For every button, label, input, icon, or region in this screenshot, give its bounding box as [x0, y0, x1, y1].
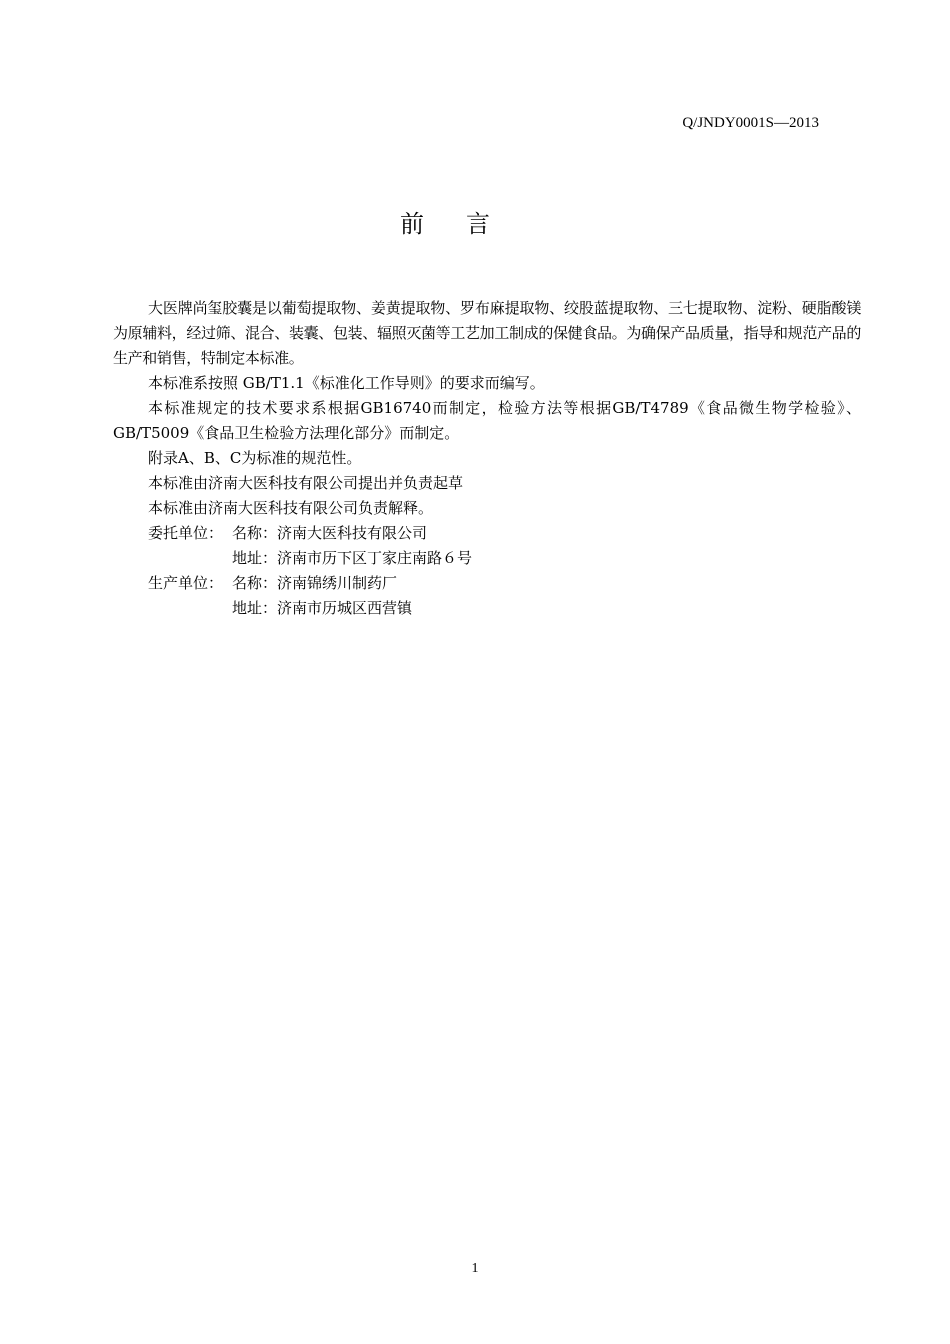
paragraph-appendix-note: 附录A、B、C为标准的规范性。 — [148, 449, 362, 467]
entrusting-unit-address-row — [113, 546, 861, 571]
entrusting-unit-label: 委托单位： — [148, 524, 224, 542]
production-unit-address-row — [113, 596, 861, 621]
page-number: 1 — [471, 1261, 479, 1276]
production-unit-name-row — [113, 571, 861, 596]
paragraph-compilation-basis: 本标准系按照 GB/T1.1《标准化工作导则》的要求而编写。 — [148, 374, 545, 392]
paragraph-product-description: 大医牌尚玺胶囊是以葡萄提取物、姜黄提取物、罗布麻提取物、绞股蓝提取物、三七提取物、淀粉、硬脂酸镁为原辅料，经过筛、混合、装囊、包装、辐照灭菌等工艺加工制成的保健食品。为确保产品质量，指导和规范产品的生产和销售，特制定本标准。 — [113, 299, 861, 367]
entrusting-unit-name: 名称：济南大医科技有限公司 — [232, 524, 428, 542]
document-body — [113, 296, 861, 621]
paragraph-technical-requirements: 本标准规定的技术要求系根据GB16740而制定，检验方法等根据GB/T4789《食品微生物学检验》、GB/T5009《食品卫生检验方法理化部分》而制定。 — [113, 399, 861, 442]
production-unit-address: 地址：济南市历城区西营镇 — [232, 599, 413, 617]
production-unit-label: 生产单位： — [148, 574, 224, 592]
org-label-spacer — [148, 546, 232, 571]
paragraph-drafted-by: 本标准由济南大医科技有限公司提出并负责起草 — [148, 474, 464, 492]
paragraph-interpreted-by: 本标准由济南大医科技有限公司负责解释。 — [148, 499, 434, 517]
page-title: 前言 — [400, 210, 532, 238]
entrusting-unit-address: 地址：济南市历下区丁家庄南路６号 — [232, 549, 473, 567]
production-unit-name: 名称：济南锦绣川制药厂 — [232, 574, 398, 592]
standard-code: Q/JNDY0001S—2013 — [682, 115, 819, 131]
entrusting-unit-name-row — [113, 521, 861, 546]
org-label-spacer — [148, 596, 232, 621]
